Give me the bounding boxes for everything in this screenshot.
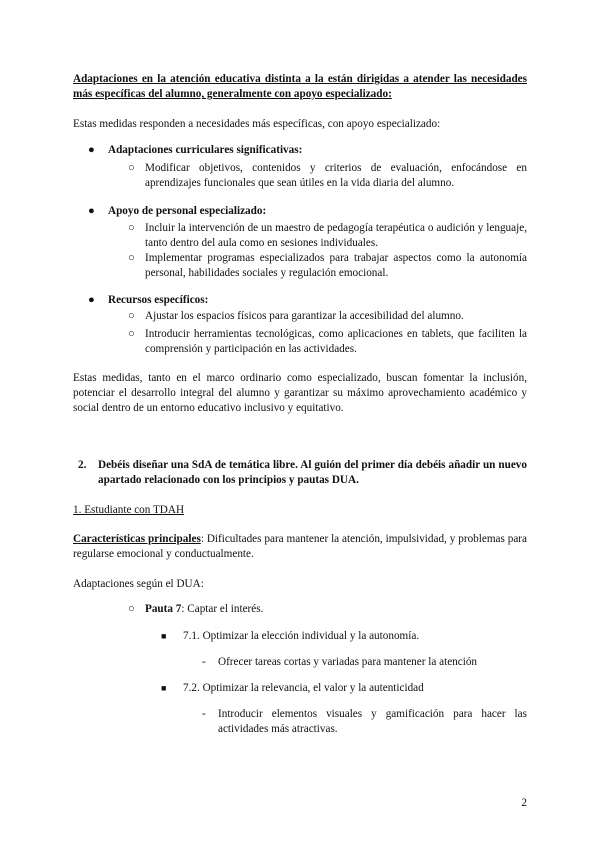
bullet-recursos [88,293,527,308]
dash-item [202,707,527,737]
list-item [128,161,527,191]
list-item-text: Incluir la intervención de un maestro de pedagogía terapéutica o audición y lenguaje, tanto dentro del aula como en sesiones individuales. [145,222,527,250]
conclusion-paragraph: Estas medidas, tanto en el marco ordinario como especializado, buscan fomentar la inclusión, potenciar el desarrollo integral del alumno y garantizar su máximo aprovechamiento académico y social dentro de un entorno educativo inclusivo y equitativo. [73,372,527,415]
dash-bullet-icon: - [202,656,206,668]
bullet-curricular [88,143,527,158]
circle-bullet-icon: ○ [128,252,135,264]
sub-item-text: 7.1. Optimizar la elección individual y la autonomía. [183,630,420,642]
list-item [128,309,527,324]
circle-bullet-icon: ○ [128,162,135,174]
bullet-title: Adaptaciones curriculares significativas: [108,144,303,156]
question-text: Debéis diseñar una SdA de temática libre. Al guión del primer día debéis añadir un nuevo apartado relacionado con los principios y pautas DUA. [98,459,527,487]
characteristics-text: : Dificultades para mantener la atención, impulsividad, y problemas para regularse emocional y conductualmente. [73,533,527,561]
sub-item-7-1 [161,629,527,644]
bullet-icon: ● [88,205,95,217]
student-heading: 1. Estudiante con TDAH [73,504,185,516]
list-item-text: Implementar programas especializados para trabajar aspectos como la autonomía personal, habilidades sociales y regulación emocional. [145,252,527,280]
dash-item [202,655,527,670]
circle-bullet-icon: ○ [128,328,135,340]
dash-item-text: Introducir elementos visuales y gamificación para hacer las actividades más atractivas. [218,708,527,736]
characteristics-paragraph [73,532,527,562]
square-bullet-icon: ■ [161,683,167,693]
pauta-text: : Captar el interés. [181,603,264,615]
characteristics-label: Características principales [73,533,201,545]
pauta-label: Pauta 7 [145,603,182,615]
bullet-title: Apoyo de personal especializado: [108,205,267,217]
circle-bullet-icon: ○ [128,310,135,322]
list-item [128,251,527,281]
circle-bullet-icon: ○ [128,603,135,615]
question-2 [78,458,527,488]
intro-paragraph: Estas medidas responden a necesidades más específicas, con apoyo especializado: [73,118,441,130]
list-item-text: Modificar objetivos, contenidos y criterios de evaluación, enfocándose en aprendizajes funcionales que sean útiles en la vida diaria del alumno. [145,162,527,190]
bullet-icon: ● [88,144,95,156]
bullet-icon: ● [88,294,95,306]
sub-item-7-2 [161,681,527,696]
pauta-item [128,602,527,617]
bullet-title: Recursos específicos: [108,294,209,306]
page-number: 2 [521,797,527,809]
question-number: 2. [78,459,87,471]
dash-item-text: Ofrecer tareas cortas y variadas para mantener la atención [218,656,478,668]
circle-bullet-icon: ○ [128,222,135,234]
square-bullet-icon: ■ [161,631,167,641]
dua-intro: Adaptaciones según el DUA: [73,578,204,590]
list-item-text: Introducir herramientas tecnológicas, como aplicaciones en tablets, que faciliten la comprensión y participación en las actividades. [145,328,527,356]
list-item-text: Ajustar los espacios físicos para garantizar la accesibilidad del alumno. [145,310,464,322]
sub-item-text: 7.2. Optimizar la relevancia, el valor y la autenticidad [183,682,424,694]
section-heading: Adaptaciones en la atención educativa distinta a la están dirigidas a atender las necesidades más específicas del alumno, generalmente con apoyo especializado: [73,73,527,101]
list-item [128,221,527,251]
dash-bullet-icon: - [202,708,206,720]
list-item [128,327,527,357]
bullet-personal [88,204,527,219]
